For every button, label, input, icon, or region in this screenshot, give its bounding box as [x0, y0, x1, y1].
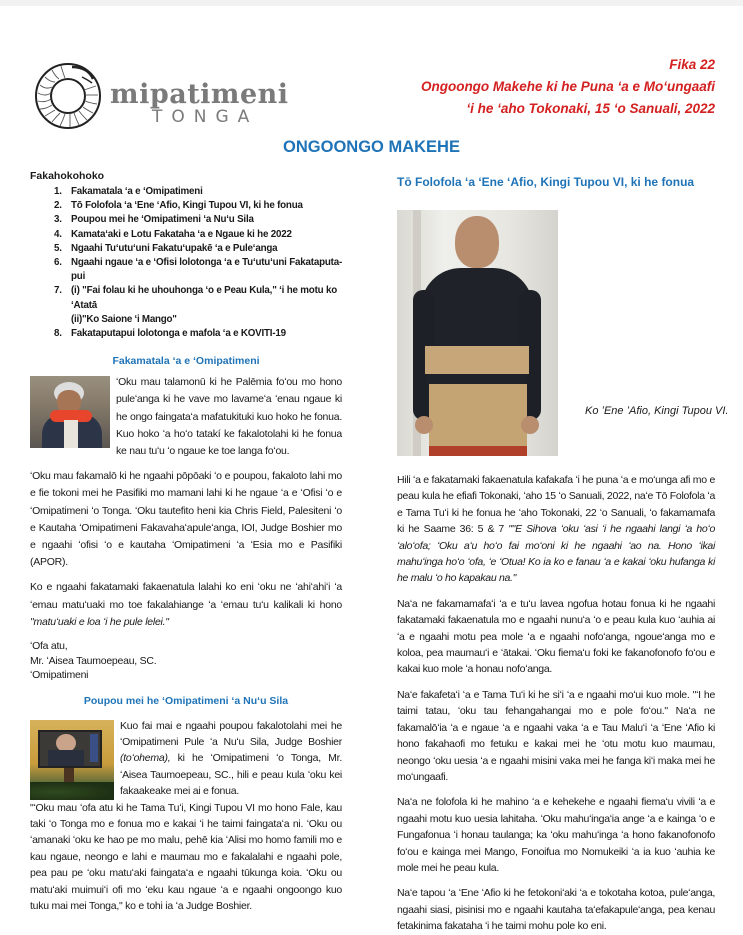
- king-photo: [397, 210, 558, 456]
- signer-name: Mr. ʻAisea Taumoepeau, SC.: [30, 654, 157, 667]
- issue-header: [421, 54, 715, 120]
- section-ombudsman-body: [30, 374, 342, 682]
- issue-number: Fika 22: [669, 57, 715, 72]
- toc-number: 1.: [54, 186, 62, 197]
- toc-text: Ngaahi Tuʻutuʻuni Fakatuʻupakē ʻa e Puleʻanga: [71, 242, 278, 254]
- ombudsman-paragraph-3: [30, 579, 342, 631]
- section-heading-nz: Poupou mei he ʻOmipatimeni ʻa Nuʻu Sila: [83, 694, 289, 707]
- paragraph-text: "ʻOku mau ʻofa atu ki he Tama Tuʻi, Kingi Tupou VI mo hono Fale, kau taki ʻo Tonga mo e fonua mo e kakai ʻi he taimi faingataʻa ni. ʻOku ou ʻamanaki ʻoku ke hao pe mo malu, pehē kia ʻAlisi mo homo famili mo e kau ngaue, neongo e lahi e maumau mo e fakalalahi e ngaahi pole, pea pau pe ʻoku matuʻaki faingataʻa e ngaahi tūkunga koia. ʻOku ou matuʻaki muimuiʻi ofi mo ʻeku kau ngaue ʻa e ngaahi ongoongo kuo tuku mai mei Tonga," ko e tohi ia ʻa Judge Boshier.: [30, 801, 342, 913]
- toc-item[interactable]: [54, 242, 342, 256]
- signer-title: ʻOmipatimeni: [30, 669, 89, 682]
- king-photo-caption: Ko ʻEne ʻAfio, Kingi Tupou VI.: [585, 405, 729, 417]
- issue-subtitle: Ongoongo Makehe ki he Puna ʻa e Moʻungaafi: [420, 79, 715, 94]
- ombudsman-paragraph-1: ʻOku mau talamonū ki he Palēmia foʻou mo hono puleʻanga ki he vave mo lavameʻa ʻenau ngaue ki he ongo faingataʻa mafatukituki kuo hoko he fonua. Kuo hoko ʻa hoʻo tatakí ke fakalotolahi ki he fonua ke nau tuʻu ʻo ngaue ke toe langa foʻou.: [116, 376, 342, 458]
- issue-date: ʻi he ʻaho Tokonaki, 15 ʻo Sanuali, 2022: [466, 101, 715, 116]
- section-nz-body: [30, 718, 342, 915]
- psalm-quote: ""E Sihova ʻoku ʻasi ʻi he ngaahi langi ʻa hoʻo ʻaloʻofa; ʻOku aʻu hoʻo fai moʻoni ki he ngaahi ʻao na. Hono ʻikai mahuʻinga hoʻo ʻofa, ʻe ʻOtua! Ko ia ko e fanau ʻa e kakai ʻoku hufanga ki he malu ʻo ho kapakau na.": [397, 523, 715, 585]
- toc-text: Kamataʻaki e Lotu Fakataha ʻa e Ngaue ki he 2022: [71, 228, 292, 240]
- toc-number: 3.: [54, 214, 62, 226]
- top-band: [0, 0, 743, 6]
- logo-subtitle: TONGA: [152, 107, 259, 127]
- toc-text: Fakataputapui lolotonga e mafola ʻa e KOVITI-19: [71, 328, 286, 340]
- toc-item[interactable]: [54, 284, 342, 312]
- king-paragraph-3: Naʻe fakafetaʻi ʻa e Tama Tuʻi ki he siʻi ʻa e ngaahi moʻui kuo mole. "ʻI he taimi tatau, ʻoku tau fehangahangai mo e pole foʻou." Naʻa ne fakamalōʻia ʻa e ngaue ʻa e ngaahi vaka ʻa e Tau Maluʻi ʻa ʻEne ʻAfio ki hono fakahaofi mo fetuku e kakai mei he ʻotu motu kuo maumau, neongo ʻoku uesia ʻa e ngaahi misini vaka mei he fanga kiʻi maka mei he moʻungaafi.: [397, 688, 715, 783]
- toc-number: 2.: [54, 200, 62, 212]
- paragraph-text: Kuo fai mai e ngaahi poupou fakalotolahi mei he ʻOmipatimeni Pule ʻa Nuʻu Sila, Judge Boshier: [120, 719, 342, 748]
- toc-text: (i) "Fai folau ki he uhouhonga ʻo e Peau Kula," ʻi he motu ko ʻAtatā: [71, 285, 337, 311]
- king-paragraph-4: Naʻa ne folofola ki he mahino ʻa e kehekehe e ngaahi fiemaʻu vivili ʻa e ngaahi motu kuo uesia lahitaha. ʻOku mahuʻingaʻia ange ʻa e kainga ʻo e Fungafonua ʻi honau taulanga; ka ʻoku mahuʻinga ʻa hono fakanofonofo foʻou e kainga mei Mango, Fonoifua mo Nomukeiki ʻa ia kuo ʻauhia ke mole mei he peau kula.: [397, 796, 715, 874]
- toc-item[interactable]: [54, 228, 342, 242]
- ombudsman-photo: [30, 376, 110, 448]
- nz-ombudsman-screen-photo: [30, 720, 114, 800]
- king-paragraph-5: Naʻe tapou ʻa ʻEne ʻAfio ki he fetokoniʻaki ʻa e tokotaha kotoa, puleʻanga, ngaahi siasi, pisinisi mo e ngaahi kautaha taʻefakapuleʻanga, pea kenau fetakinima fakataha ʻi he taimi mohu pole ko eni.: [397, 887, 715, 933]
- logo-wordmark: mipatimeni: [110, 79, 289, 110]
- ombudsman-logo: [30, 55, 289, 135]
- toc-number: 6.: [54, 257, 62, 269]
- toc-item[interactable]: [54, 256, 342, 284]
- page-title: ONGOONGO MAKEHE: [283, 138, 460, 156]
- spiral-logo-icon: [30, 55, 110, 135]
- toc-text: Poupou mei he ʻOmipatimeni ʻa Nuʻu Sila: [71, 214, 254, 226]
- table-of-contents: [30, 185, 342, 341]
- toc-item[interactable]: [54, 213, 342, 227]
- left-note: (toʻohema),: [120, 752, 171, 765]
- toc-number: 4.: [54, 228, 62, 240]
- toc-subitem[interactable]: (ii)"Ko Saione ʻi Mango": [71, 313, 177, 325]
- toc-text: Ngaahi ngaue ʻa e ʻOfisi lolotonga ʻa e Tuʻutuʻuni Fakataputa-pui: [71, 257, 343, 283]
- toc-item[interactable]: [54, 185, 342, 199]
- section-heading-ombudsman: Fakamatala ʻa e ʻOmipatimeni: [112, 355, 260, 368]
- motto-quote: "matuʻuaki e loa ʻi he pule lelei.": [30, 615, 169, 628]
- right-column: [397, 175, 713, 189]
- paragraph-text: Ko e ngaahi fakatamaki fakaenatula lalahi ko eni ʻoku ne ʻahiʻahiʻi ʻa ʻemau matuʻuaki mo toe fakalahiange ʻa ʻemau tuʻu kalikali ki hono: [30, 581, 342, 611]
- left-column: [30, 168, 342, 914]
- toc-number: 5.: [54, 242, 62, 254]
- toc-title: Fakahokohoko: [30, 170, 105, 182]
- ombudsman-paragraph-2: ʻOku mau fakamalō ki he ngaahi pōpōaki ʻo e poupou, fakaloto lahi mo e fie tokoni mei he Pasifiki mo mamani lahi ki he ngaue ʻa e ʻOfisi ʻo e ʻOmipatimeni ʻo Tonga. ʻOku tautefito heni kia Chris Field, Palesiteni ʻo e Kautaha ʻOmipatimeni Fakavahaʻapuleʻanga, IOI, Judge Boshier mo e ngaahi ʻofisi ʻo e kautaha ʻOmipatimeni ʻa ʻEsia mo e Pasifiki (APOR).: [30, 470, 342, 569]
- toc-text: Fakamatala ʻa e ʻOmipatimeni: [71, 186, 203, 197]
- toc-number: 7.: [54, 285, 62, 297]
- toc-item[interactable]: [54, 199, 342, 213]
- paragraph-text: ki he ʻOmipatimeni ʻo Tonga, Mr. ʻAisea Taumoepeau, SC., hili e peau kula ʻoku kei fakaakeake mei ai e fonua.: [120, 752, 342, 798]
- signoff: ʻOfa atu,: [30, 640, 68, 653]
- toc-text: Tō Folofola ʻa ʻEne ʻAfio, Kingi Tupou VI, ki he fonua: [71, 200, 303, 212]
- paragraph-text: Hili ʻa e fakatamaki fakaenatula kafakafa ʻi he puna ʻa e moʻunga afi mo e peau kula he efiafi Tokonaki, ʻaho 15 ʻo Sanuali, 2022, naʻe Tō Folofola ʻa e Tama Tuʻi ki he fonua he ʻaho Tokonaki, 22 ʻo Sanuali, ʻo fakamamafa ki he Saame 36: 5 & 7: [397, 474, 715, 536]
- king-paragraph-2: Naʻa ne fakamamafaʻi ʻa e tuʻu lavea ngofua hotau fonua ki he ngaahi fakatamaki fakaenatula mo e ngaahi nunuʻa ʻo e peau kula kuo ʻauhia ai ʻa e ngaahi motu pea mole ʻa e ngaahi nofoʻanga, ngoueʻanga mo e koloa, pea maumauʻi e ʻātakai. ʻOku fiemaʻu foki ke fakanofonofo foʻou e kakai kuo mole ʻa honau nofoʻanga.: [397, 597, 715, 676]
- king-paragraph-1: [397, 472, 715, 587]
- section-heading-king: Tō Folofola ʻa ʻEne ʻAfio, Kingi Tupou VI, ki he fonua: [397, 175, 695, 189]
- king-address-body: [397, 472, 715, 935]
- signature-block: [30, 639, 342, 683]
- toc-number: 8.: [54, 328, 62, 340]
- toc-item[interactable]: [54, 327, 342, 341]
